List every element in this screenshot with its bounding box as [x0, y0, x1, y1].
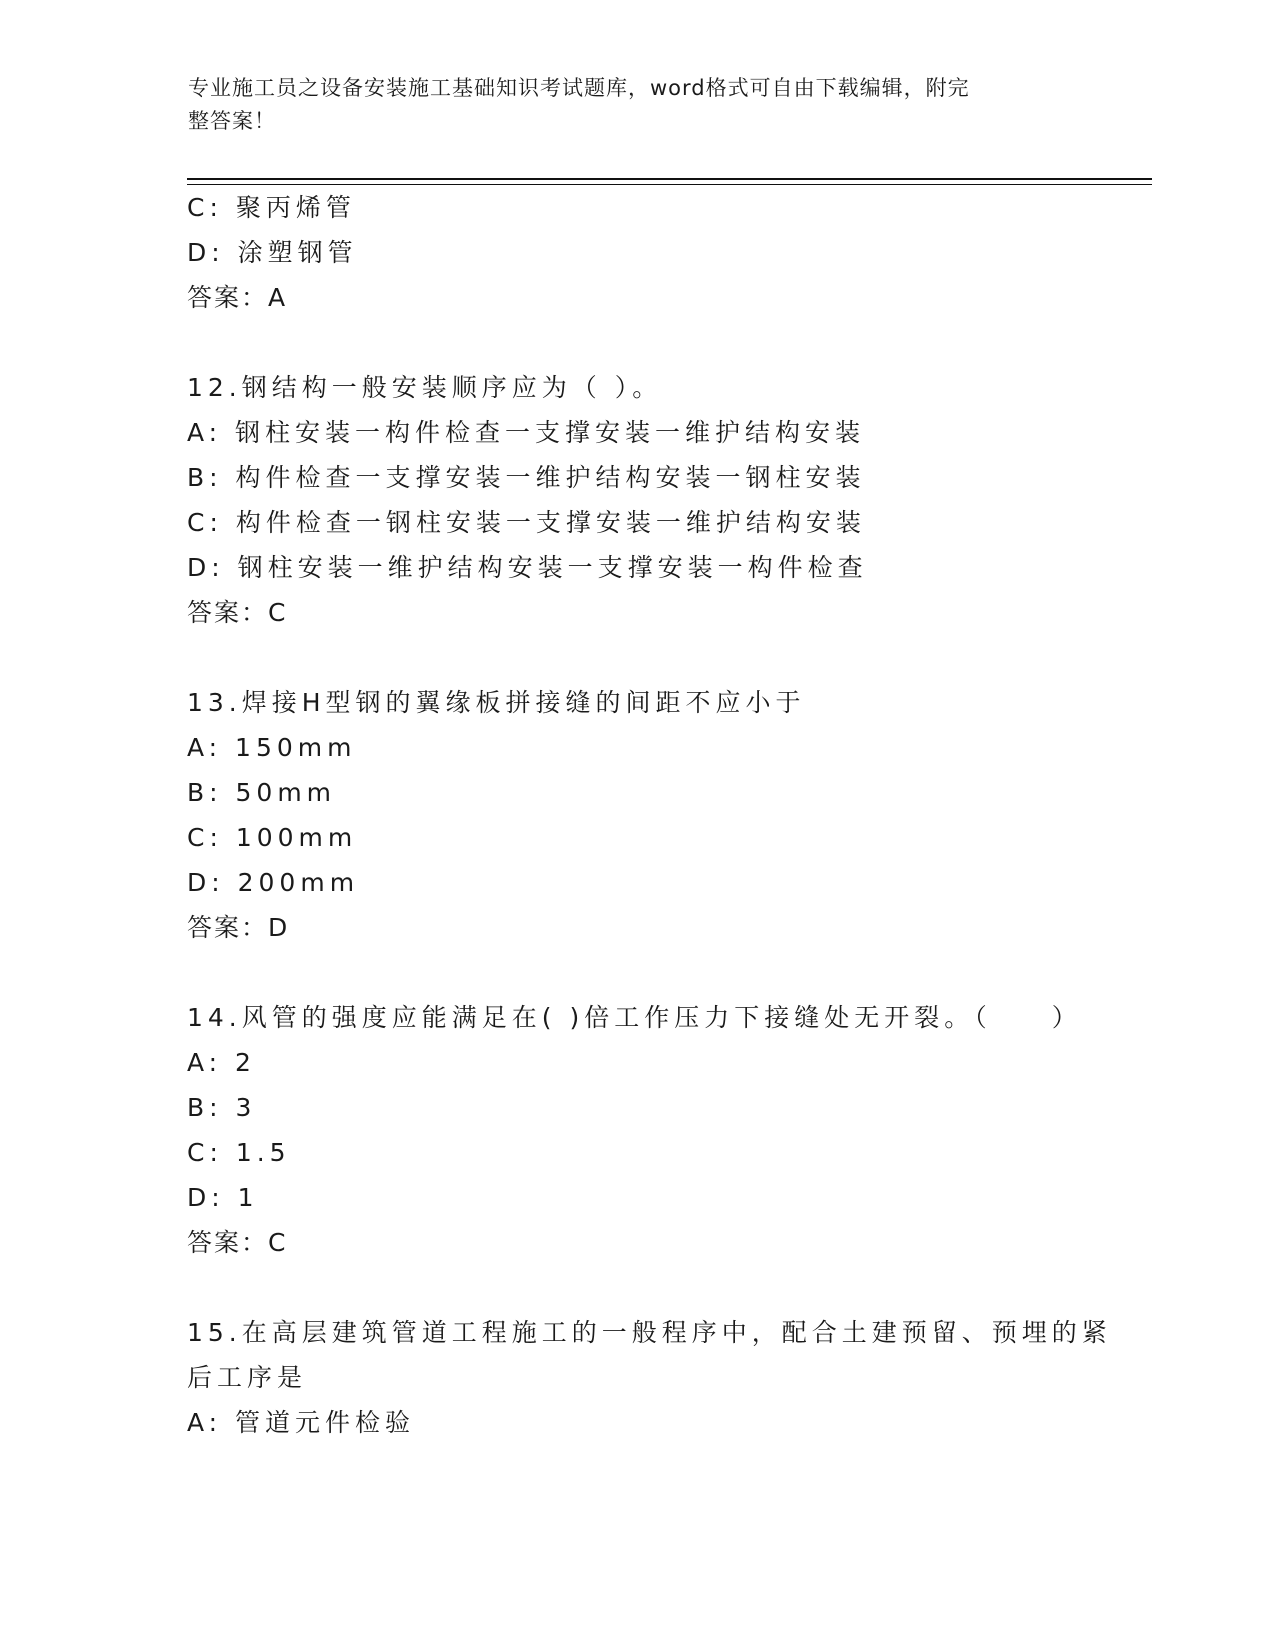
q13-answer: 答案：D: [187, 913, 290, 942]
q12-answer: 答案：C: [187, 598, 288, 627]
q14-option-a: A: 2: [187, 1048, 256, 1077]
q14-option-b: B: 3: [187, 1093, 257, 1122]
q13-stem: 13.焊接H型钢的翼缘板拼接缝的间距不应小于: [187, 688, 806, 717]
q13-option-a: A: 150mm: [187, 733, 357, 762]
q15-stem-line-1: 15.在高层建筑管道工程施工的一般程序中，配合土建预留、预埋的紧: [187, 1318, 1112, 1347]
q12-option-b: B: 构件检查一支撑安装一维护结构安装一钢柱安装: [187, 463, 866, 492]
q11-answer: 答案：A: [187, 283, 288, 312]
q12-option-d: D: 钢柱安装一维护结构安装一支撑安装一构件检查: [187, 553, 868, 582]
header-divider-thin: [187, 184, 1152, 185]
q12-option-a: A: 钢柱安装一构件检查一支撑安装一维护结构安装: [187, 418, 866, 447]
header-line-1: 专业施工员之设备安装施工基础知识考试题库，word格式可自由下载编辑，附完: [188, 76, 970, 100]
q15-stem-line-2: 后工序是: [187, 1363, 308, 1392]
q15-option-a: A: 管道元件检验: [187, 1408, 416, 1437]
q13-option-c: C: 100mm: [187, 823, 358, 852]
header-divider-thick: [187, 178, 1152, 180]
q11-option-d: D: 涂塑钢管: [187, 238, 358, 267]
q13-option-b: B: 50mm: [187, 778, 337, 807]
q12-stem: 12.钢结构一般安装顺序应为（ ）。: [187, 373, 663, 402]
q14-stem: 14.风管的强度应能满足在( )倍工作压力下接缝处无开裂。（ ）: [187, 1003, 1082, 1032]
header-line-2: 整答案！: [188, 109, 276, 133]
q14-answer: 答案：C: [187, 1228, 288, 1257]
q11-option-c: C: 聚丙烯管: [187, 193, 356, 222]
q13-option-d: D: 200mm: [187, 868, 360, 897]
document-header: [188, 72, 1088, 138]
q12-option-c: C: 构件检查一钢柱安装一支撑安装一维护结构安装: [187, 508, 866, 537]
q14-option-d: D: 1: [187, 1183, 259, 1212]
q14-option-c: C: 1.5: [187, 1138, 291, 1167]
